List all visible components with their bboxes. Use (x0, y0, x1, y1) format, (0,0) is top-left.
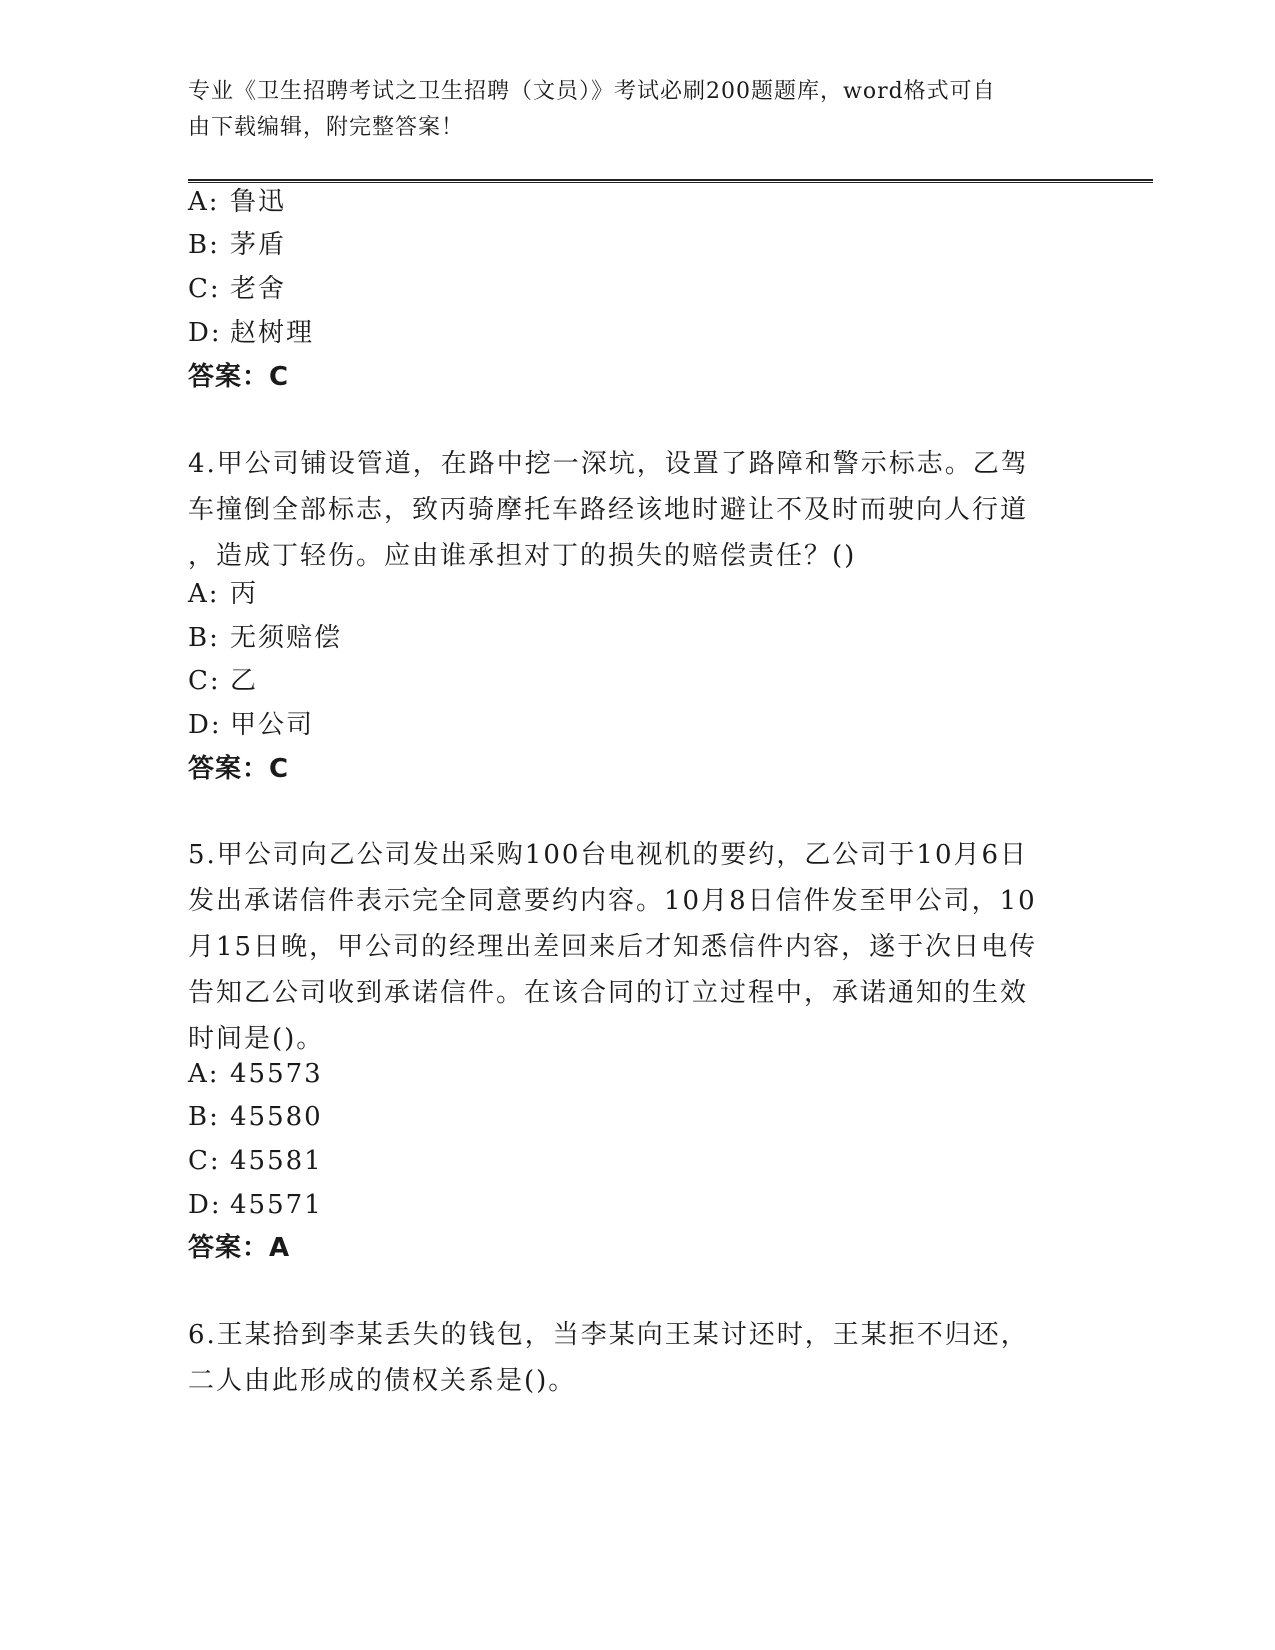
q3-answer: 答案：C (188, 362, 290, 392)
q3-option-a: A: 鲁迅 (188, 187, 287, 217)
q5-option-b: B: 45580 (188, 1102, 323, 1132)
q4-stem: 4.甲公司铺设管道，在路中挖一深坑，设置了路障和警示标志。乙驾 车撞倒全部标志，致丙骑摩托车路经该地时避让不及时而驶向人行道 ，造成丁轻伤。应由谁承担对丁的损失的赔偿责任？() (188, 449, 1029, 571)
q4-option-c: C: 乙 (188, 666, 259, 696)
q5-option-d: D: 45571 (188, 1190, 323, 1220)
q4-option-a: A: 丙 (188, 579, 259, 609)
q6-stem: 6.王某拾到李某丢失的钱包，当李某向王某讨还时，王某拒不归还， 二人由此形成的债权关系是()。 (188, 1320, 1029, 1396)
header-line-1: 专业《卫生招聘考试之卫生招聘（文员）》考试必刷200题题库，word格式可自 (188, 79, 996, 104)
q4-answer: 答案：C (188, 754, 290, 784)
q4-option-d: D: 甲公司 (188, 710, 315, 740)
q5-option-a: A: 45573 (188, 1059, 323, 1089)
q5-stem: 5.甲公司向乙公司发出采购100台电视机的要约，乙公司于10月6日 发出承诺信件表示完全同意要约内容。10月8日信件发至甲公司，10 月15日晚，甲公司的经理出差回来后才知悉信件内容，遂于次日电传 告知乙公司收到承诺信件。在该合同的订立过程中，承诺通知的生效 时间是()。 (188, 840, 1038, 1054)
q3-option-b: B: 茅盾 (188, 230, 287, 260)
q5-option-c: C: 45581 (188, 1146, 323, 1176)
header-divider (188, 179, 1153, 183)
document-header (188, 74, 1078, 146)
header-line-2: 由下载编辑，附完整答案！ (188, 115, 465, 140)
q3-option-c: C: 老舍 (188, 274, 287, 304)
q5-answer: 答案：A (188, 1233, 291, 1263)
q4-option-b: B: 无须赔偿 (188, 623, 343, 653)
q3-option-d: D: 赵树理 (188, 318, 315, 348)
